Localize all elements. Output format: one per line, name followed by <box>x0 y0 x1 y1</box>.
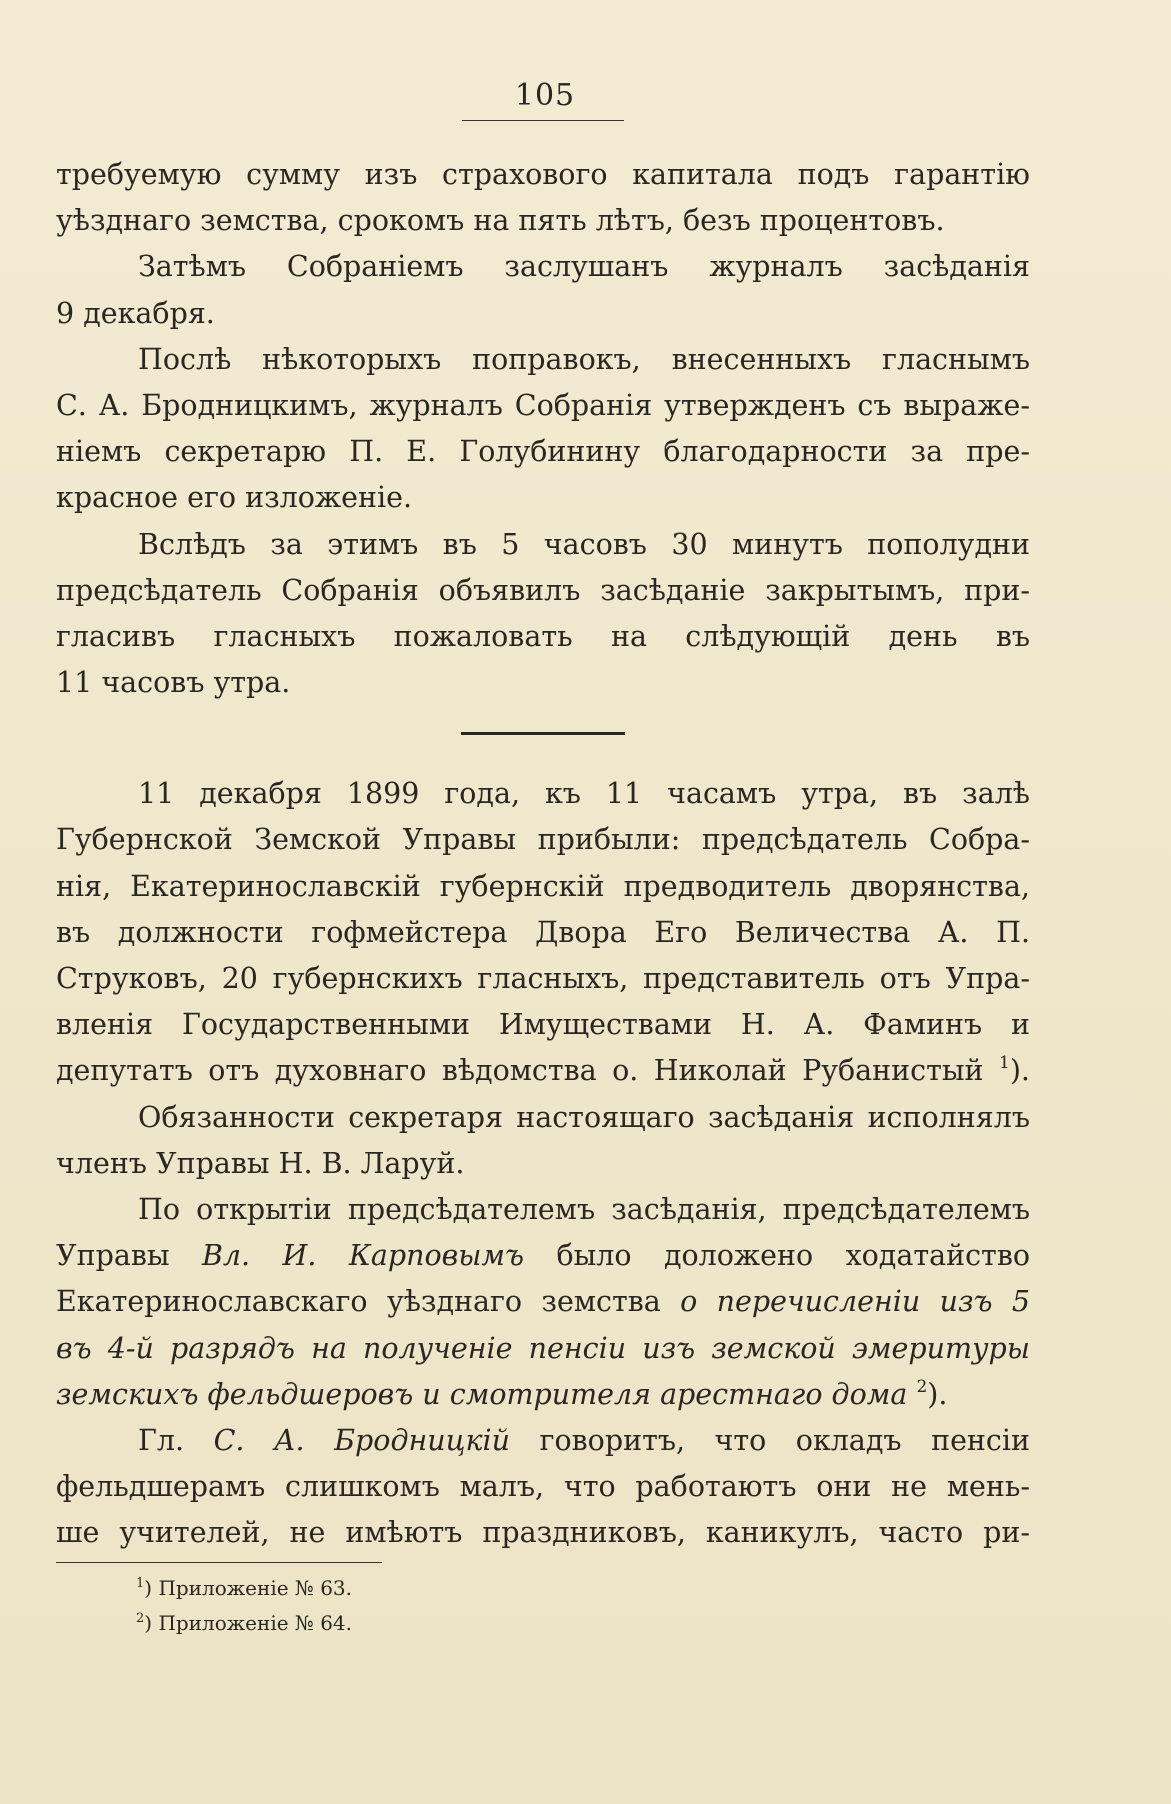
footnote <box>136 1571 352 1606</box>
text-line: Вслѣдъ за этимъ въ 5 часовъ 30 минутъ пополудни <box>138 527 1030 561</box>
text-line: вленія Государственными Имуществами Н. А. Фаминъ и <box>56 1008 1030 1042</box>
person-name: Вл. И. Карповымъ <box>201 1239 525 1273</box>
paragraph <box>56 1095 1030 1187</box>
paragraph <box>56 337 1030 522</box>
text-line: ніемъ секретарю П. Е. Голубинину благодарности за пре- <box>56 435 1030 469</box>
person-name: С. А. Бродницкій <box>213 1423 511 1457</box>
text-line: фельдшерамъ слишкомъ малъ, что работаютъ они не мень- <box>56 1470 1030 1504</box>
text-run: было доложено ходатайство <box>556 1239 1031 1273</box>
text-line: ше учителей, не имѣютъ праздниковъ, каникулъ, часто ри- <box>56 1516 1030 1550</box>
text-line: членъ Управы Н. В. Ларуй. <box>56 1146 465 1180</box>
paragraph <box>56 152 1030 244</box>
footnote-text: ) Приложеніе № 63. <box>144 1576 353 1600</box>
italic-run: земскихъ фельдшеровъ и смотрителя арестнаго дома <box>56 1377 908 1411</box>
paragraph <box>56 1418 1030 1557</box>
section-divider <box>461 732 625 735</box>
text-line: гласивъ гласныхъ пожаловать на слѣдующій день въ <box>56 619 1030 653</box>
footnote-mark: 2 <box>136 1611 145 1626</box>
text-run: говоритъ, что окладъ пенсіи <box>539 1423 1030 1457</box>
text-line: Обязанности секретаря настоящаго засѣданія исполнялъ <box>138 1100 1030 1134</box>
text-line <box>56 1048 1030 1094</box>
text-run: ). <box>927 1377 948 1411</box>
footnote-text: ) Приложеніе № 64. <box>144 1611 353 1635</box>
italic-run: въ 4-й разрядъ на полученіе пенсіи изъ земской эмеритуры <box>56 1331 1030 1365</box>
header-rule <box>462 120 624 121</box>
text-line: Затѣмъ Собраніемъ заслушанъ журналъ засѣданія <box>138 250 1030 284</box>
text-line: красное его изложеніе. <box>56 481 413 515</box>
text-line: уѣзднаго земства, срокомъ на пять лѣтъ, безъ процентовъ. <box>56 204 945 238</box>
text-run: ). <box>1009 1054 1030 1088</box>
text-line <box>56 1233 1030 1279</box>
text-line: требуемую сумму изъ страхового капитала подъ гарантію <box>56 158 1030 191</box>
footnote-marker: 1 <box>998 1053 1010 1074</box>
text-line <box>56 1372 1030 1418</box>
paragraph <box>56 522 1030 707</box>
text-line: Послѣ нѣкоторыхъ поправокъ, внесенныхъ гласнымъ <box>138 342 1030 376</box>
paragraph <box>56 771 1030 1094</box>
text-line <box>56 1326 1030 1372</box>
text-line <box>56 1279 1030 1325</box>
italic-run: о перечисленіи изъ 5 <box>680 1285 1030 1319</box>
page-body <box>56 152 1030 1556</box>
text-line: 11 часовъ утра. <box>56 666 291 700</box>
text-line: нія, Екатеринославскій губернскій предводитель дворянства, <box>56 869 1030 903</box>
footnotes <box>136 1571 352 1641</box>
text-run: депутатъ отъ духовнаго вѣдомства о. Николай Рубанистый <box>56 1054 984 1088</box>
text-line: Губернской Земской Управы прибыли: предсѣдатель Собра- <box>56 823 1030 857</box>
footnote-marker: 2 <box>916 1376 928 1397</box>
text-line: Струковъ, 20 губернскихъ гласныхъ, представитель отъ Упра- <box>56 962 1030 995</box>
footnote <box>136 1606 352 1641</box>
text-line: въ должности гофмейстера Двора Его Величества А. П. <box>56 915 1030 949</box>
text-line: предсѣдатель Собранія объявилъ засѣданіе закрытымъ, при- <box>56 573 1030 607</box>
text-line <box>56 1418 1030 1464</box>
text-line: С. А. Бродницкимъ, журналъ Собранія утвержденъ съ выраже- <box>56 388 1030 422</box>
paragraph <box>56 244 1030 336</box>
footnote-mark: 1 <box>136 1576 145 1591</box>
text-line: 11 декабря 1899 года, къ 11 часамъ утра, въ залѣ <box>138 777 1030 811</box>
paragraph <box>56 1187 1030 1418</box>
text-run: Екатеринославскаго уѣзднаго земства <box>56 1285 661 1319</box>
text-line: По открытіи предсѣдателемъ засѣданія, предсѣдателемъ <box>138 1192 1030 1226</box>
text-run: Управы <box>56 1239 170 1273</box>
text-run: Гл. <box>138 1423 185 1457</box>
page-number: 105 <box>514 78 576 113</box>
text-line: 9 декабря. <box>56 296 215 330</box>
footnote-rule <box>56 1562 382 1563</box>
